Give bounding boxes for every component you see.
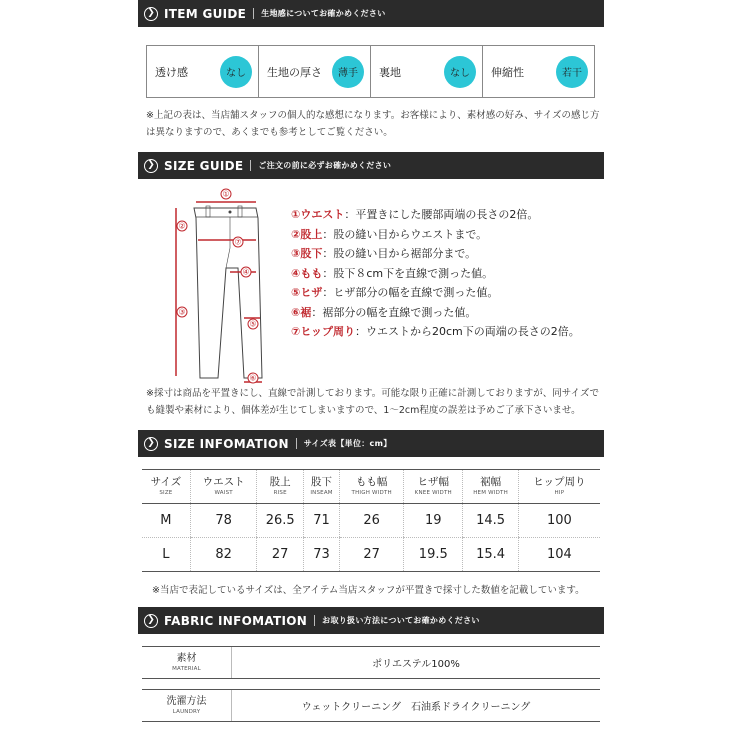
col-header: 裾幅 HEM WIDTH [463, 470, 518, 504]
guide-label: 生地の厚さ [267, 65, 322, 79]
cell: 27 [257, 538, 303, 572]
legend-row: ⑥裾：裾部分の幅を直線で測った値。 [291, 305, 477, 319]
diagram-number-3: ③ [178, 307, 186, 317]
col-header: 股下 INSEAM [303, 470, 339, 504]
legend-row: ⑦ヒップ周り：ウエストから20cm下の両端の長さの2倍。 [291, 325, 580, 338]
legend-row: ②股上：股の縫い目からウエストまで。 [291, 227, 488, 241]
size-table-header [142, 470, 600, 504]
pants-diagram [160, 188, 280, 388]
size-info-note: ※当店で表記しているサイズは、全アイテム当店スタッフが平置きで採寸した数値を記載しています。 [152, 585, 585, 596]
cell: 104 [518, 538, 600, 572]
size-guide-subtitle: ご注文の前に必ずお確かめください [258, 161, 392, 170]
fabric-info-title: FABRIC INFOMATION [164, 613, 308, 628]
diagram-number-2: ② [178, 221, 186, 231]
item-guide-subtitle: 生地感についてお確かめください [261, 9, 386, 18]
fabric-material-value: ポリエステル100% [372, 659, 460, 670]
cell: 73 [303, 538, 339, 572]
cell: 71 [303, 504, 339, 538]
cell: 82 [190, 538, 257, 572]
legend-row: ⑤ヒザ：ヒザ部分の幅を直線で測った値。 [291, 286, 499, 299]
item-guide-table [146, 45, 595, 98]
legend-row: ③股下：股の縫い目から裾部分まで。 [291, 247, 477, 260]
cell: 19 [404, 504, 463, 538]
col-header: ウエスト WAIST [190, 470, 257, 504]
cell: 26 [340, 504, 404, 538]
chevron-right-icon: ❯ [144, 437, 158, 451]
cell: M [142, 504, 190, 538]
table-row [142, 538, 600, 572]
cell: 14.5 [463, 504, 518, 538]
legend-row: ①ウエスト：平置きにした腰部両端の長さの2倍。 [291, 208, 539, 221]
size-info-header [138, 430, 604, 457]
chevron-right-icon: ❯ [144, 159, 158, 173]
legend-row: ④もも：股下８cm下を直線で測った値。 [291, 266, 494, 280]
guide-badge: 若干 [556, 56, 588, 88]
size-guide-title: SIZE GUIDE [164, 158, 244, 173]
chevron-right-icon: ❯ [144, 7, 158, 21]
item-guide-title: ITEM GUIDE [164, 6, 247, 21]
cell: 27 [340, 538, 404, 572]
diagram-number-4: ④ [242, 267, 250, 277]
guide-label: 伸縮性 [491, 65, 524, 79]
guide-badge: なし [220, 56, 252, 88]
item-guide-note: ※上記の表は、当店舗スタッフの個人的な感想になります。お客様により、素材感の好み、サイズの感じ方は異なりますので、あくまでも参考としてご覧ください。 [146, 110, 600, 138]
guide-label: 透け感 [155, 65, 188, 79]
fabric-laundry-label: 洗濯方法 LAUNDRY [142, 690, 232, 721]
guide-cell-sheerness [147, 46, 259, 97]
size-guide-legend [291, 205, 611, 342]
cell: 100 [518, 504, 600, 538]
cell: 78 [190, 504, 257, 538]
table-row [142, 504, 600, 538]
guide-label: 裏地 [379, 65, 401, 79]
header-divider [250, 160, 251, 171]
size-info-title: SIZE INFOMATION [164, 436, 289, 451]
diagram-number-6: ⑥ [249, 373, 257, 383]
diagram-number-5: ⑤ [249, 319, 257, 329]
diagram-number-1: ① [222, 189, 230, 199]
col-header: 股上 RISE [257, 470, 303, 504]
header-divider [253, 8, 254, 19]
guide-cell-lining [371, 46, 483, 97]
col-header: もも幅 THIGH WIDTH [340, 470, 404, 504]
fabric-info-subtitle: お取り扱い方法についてお確かめください [322, 616, 480, 625]
col-header: サイズ SIZE [142, 470, 190, 504]
fabric-material-label: 素材 MATERIAL [142, 647, 232, 678]
cell: 26.5 [257, 504, 303, 538]
cell: 19.5 [404, 538, 463, 572]
cell: L [142, 538, 190, 572]
col-header: ヒップ周り HIP [518, 470, 600, 504]
button-icon [229, 211, 232, 214]
size-info-subtitle: サイズ表【単位：cm】 [303, 439, 392, 448]
guide-cell-thickness [259, 46, 371, 97]
size-table [142, 469, 600, 572]
header-divider [314, 615, 315, 626]
cell: 15.4 [463, 538, 518, 572]
fabric-material-row [142, 646, 600, 679]
fabric-laundry-value: ウェットクリーニング 石油系ドライクリーニング [301, 702, 531, 713]
chevron-right-icon: ❯ [144, 614, 158, 628]
guide-badge: なし [444, 56, 476, 88]
fabric-info-header [138, 607, 604, 634]
guide-cell-stretch [483, 46, 594, 97]
header-divider [296, 438, 297, 449]
item-guide-header [138, 0, 604, 27]
guide-badge: 薄手 [332, 56, 364, 88]
size-guide-note: ※採寸は商品を平置きにし、直線で計測しております。可能な限り正確に計測しておりますが、同サイズでも縫製や素材により、個体差が生じてしまいますので、1〜2cm程度の誤差は予めご了承下さいませ。 [146, 388, 599, 416]
diagram-number-7: ⑦ [234, 237, 242, 247]
pants-outline [194, 208, 262, 378]
size-guide-header [138, 152, 604, 179]
col-header: ヒザ幅 KNEE WIDTH [404, 470, 463, 504]
fabric-laundry-row [142, 689, 600, 722]
